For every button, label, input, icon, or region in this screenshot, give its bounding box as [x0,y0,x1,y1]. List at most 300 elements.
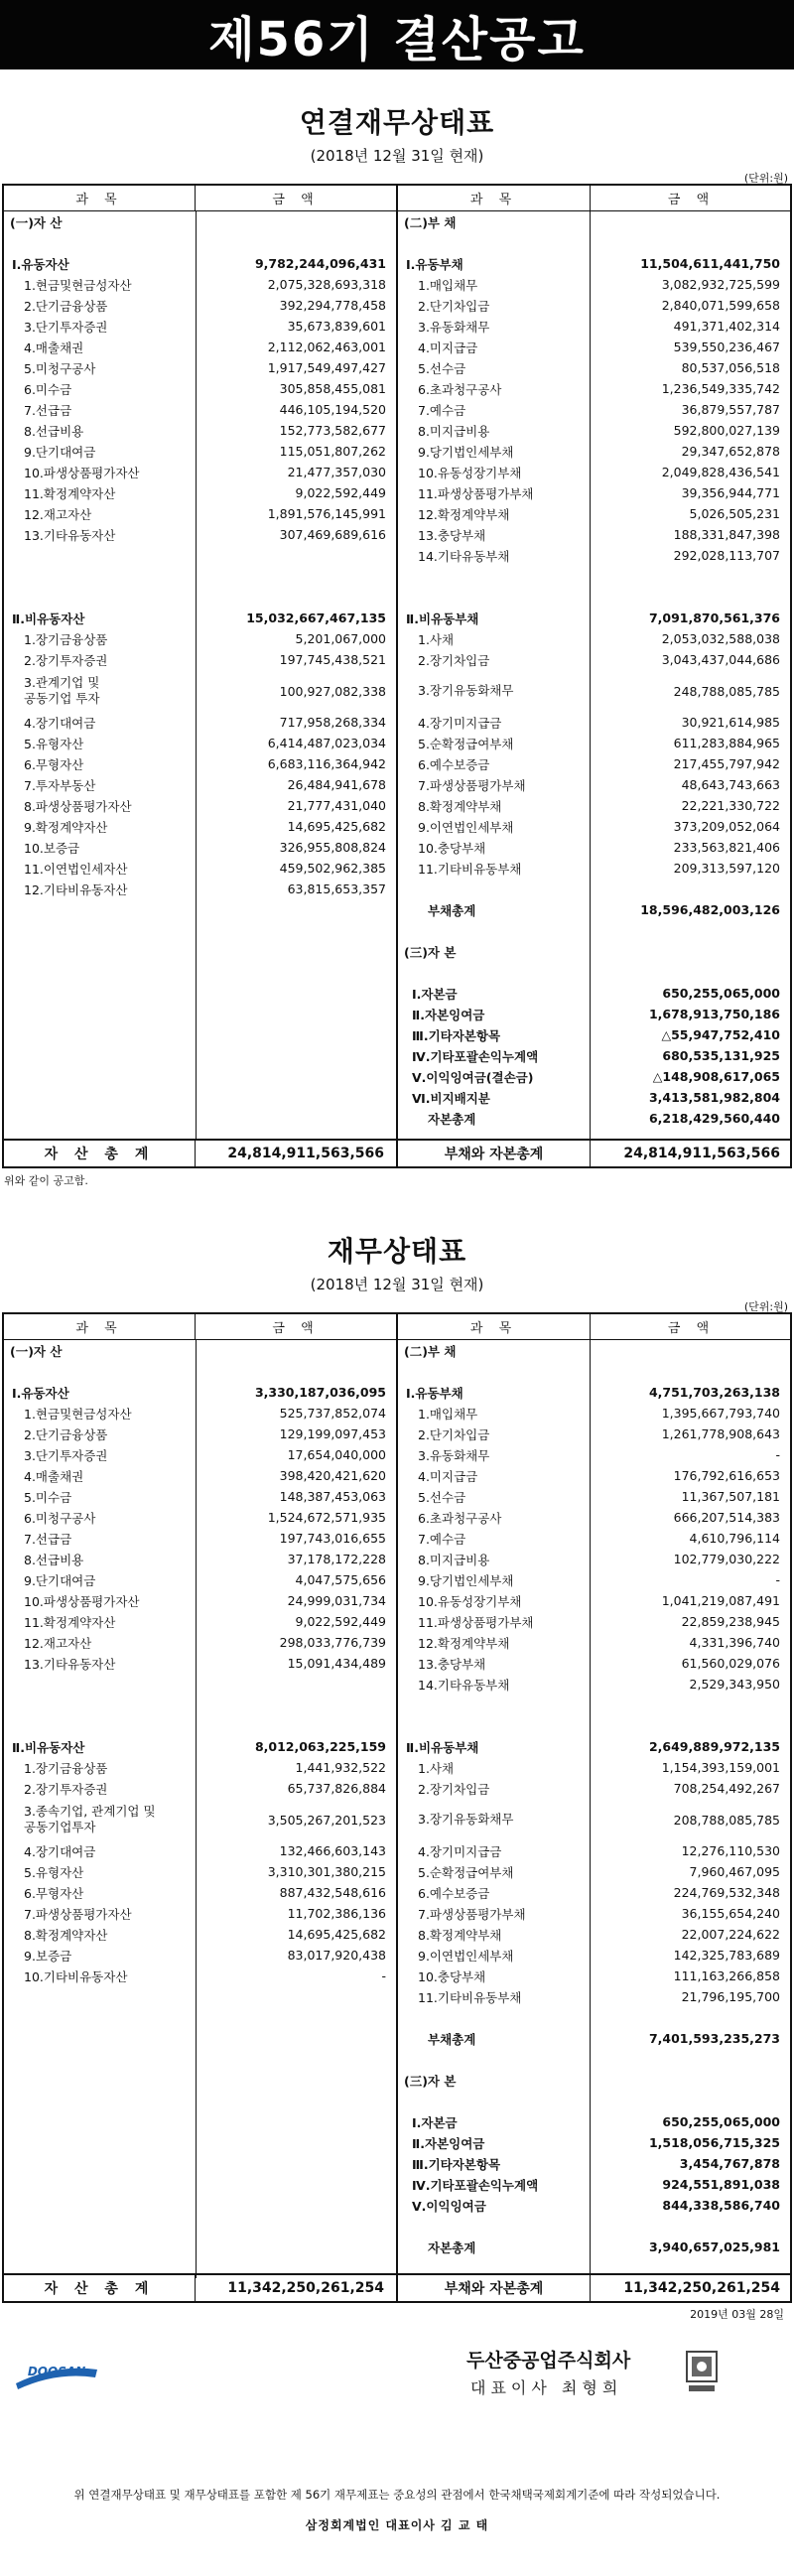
account-amount: 5,026,505,231 [689,506,780,521]
account-name: 4.장기미지급금 [418,1843,502,1859]
account-name: (三)자 본 [404,944,457,960]
account-name: 5.선수금 [418,1489,466,1505]
account-amount: 446,105,194,520 [279,402,386,417]
account-name: 3.단기투자증권 [24,1447,108,1463]
table-row [398,441,792,462]
table-row [4,316,396,337]
account-amount: 2,529,343,950 [689,1677,780,1692]
account-amount: 248,788,085,785 [673,683,780,699]
table-row [398,1861,792,1882]
account-amount: 132,466,603,143 [279,1843,386,1858]
account-name: 13.충당부채 [418,527,486,543]
account-name: 4.장기미지급금 [418,715,502,731]
announce-date: 2019년 03월 28일 [690,2308,784,2321]
account-amount: 11,702,386,136 [287,1906,386,1921]
account-name: 9.당기법인세부채 [418,444,514,460]
account-amount: 2,053,032,588,038 [661,631,780,646]
spacer-row [4,1715,396,1736]
account-name: 6.미수금 [24,381,72,397]
spacer-row [4,1674,396,1695]
table-row [398,1611,792,1632]
account-amount: 1,261,778,908,643 [661,1426,780,1441]
table-row [4,211,396,232]
account-name: (一)자 산 [10,214,63,230]
table-row [4,858,396,879]
account-amount: 26,484,941,678 [287,777,386,792]
table-row [398,1340,792,1361]
announcement-note: 위와 같이 공고함. [4,1174,88,1187]
table-row [4,1382,396,1403]
company-seal-icon [685,2350,719,2395]
header-item: 과 목 [398,1314,591,1339]
account-name: 6.예수보증금 [418,1885,490,1901]
account-name: 14.기타유동부채 [418,1677,510,1693]
spacer-row [4,545,396,566]
table-row [398,295,792,316]
account-amount: 298,033,776,739 [279,1635,386,1650]
account-amount: 17,654,040,000 [287,1447,386,1462]
footer-note: 위 연결재무상태표 및 재무상태표를 포함한 제 56기 재무제표는 중요성의 관점에서 한국채택국제회계기준에 따라 작성되었습니다. [73,2488,721,2502]
account-name: Ⅰ.자본금 [412,986,458,1002]
account-amount: 4,751,703,263,138 [648,1385,780,1400]
table-row [4,1882,396,1903]
account-name: 10.파생상품평가자산 [24,1593,140,1609]
account-amount: 7,960,467,095 [689,1864,780,1879]
account-name: 5.유형자산 [24,1864,84,1880]
account-name: 11.기타비유동부채 [418,861,522,877]
account-amount: 148,387,453,063 [279,1489,386,1504]
account-name: 9.확정계약자산 [24,819,108,835]
spacer-row [398,1695,792,1715]
account-amount: 35,673,839,601 [287,319,386,334]
account-amount: 21,777,431,040 [287,798,386,813]
unit-note: (단위:원) [743,172,788,185]
account-name: 7.파생상품평가부채 [418,1906,526,1922]
table-row [4,1903,396,1924]
total-liabilities-equity-value: 24,814,911,563,566 [623,1146,780,1161]
account-name: 7.선급금 [24,1531,72,1547]
logo-text: DOOSAN [27,2365,86,2378]
account-amount: △55,947,752,410 [661,1027,780,1042]
account-amount: 3,310,301,380,215 [267,1864,386,1879]
account-amount: 4,610,796,114 [689,1531,780,1546]
account-amount: 1,395,667,793,740 [661,1406,780,1421]
signature-block [0,2330,794,2449]
account-amount: 539,550,236,467 [673,339,780,354]
account-amount: 3,082,932,725,599 [661,277,780,292]
account-amount: 708,254,492,267 [673,1781,780,1796]
spacer-row [398,1361,792,1382]
account-name: Ⅱ.비유동자산 [12,610,85,626]
account-name: 11.파생상품평가부채 [418,485,534,501]
table-row [398,378,792,399]
doosan-logo-icon [12,2358,101,2391]
account-amount: 37,178,172,228 [287,1552,386,1566]
table-row [398,1945,792,1966]
account-amount: 22,221,330,722 [681,798,780,813]
table-header [4,186,790,211]
account-name: Ⅰ.유동자산 [12,256,69,272]
account-amount: 459,502,962,385 [279,861,386,876]
account-amount: 65,737,826,884 [287,1781,386,1796]
account-name: 10.충당부채 [418,1968,486,1984]
account-amount: 1,891,576,145,991 [267,506,386,521]
separate-date: (2018년 12월 31일 현재) [310,1276,484,1293]
table-row [398,649,792,670]
account-name: 2.단기차입금 [418,1426,490,1442]
account-amount: 6,414,487,023,034 [267,736,386,750]
account-name: 1.매입채무 [418,277,478,293]
account-name: 11.확정계약자산 [24,485,116,501]
header-item: 과 목 [4,186,196,210]
account-amount: 924,551,891,038 [662,2177,780,2192]
account-amount: 39,356,944,771 [681,485,780,500]
account-amount: 3,505,267,201,523 [267,1812,386,1828]
table-row [398,1778,792,1799]
table-row [4,816,396,837]
account-name: 7.파생상품평가자산 [24,1906,132,1922]
table-row [398,1507,792,1528]
account-name: 8.확정계약부채 [418,1927,502,1943]
account-name: 4.미지급금 [418,339,478,355]
account-amount: 4,047,575,656 [295,1572,386,1587]
account-amount: 21,477,357,030 [287,465,386,479]
account-amount: 129,199,097,453 [279,1426,386,1441]
unit-note: (단위:원) [743,1300,788,1313]
account-amount: 21,796,195,700 [681,1989,780,2004]
account-name: 7.선급금 [24,402,72,418]
table-row [4,482,396,503]
table-row [4,357,396,378]
account-amount: 7,401,593,235,273 [648,2031,780,2046]
account-name: 12.재고자산 [24,1635,92,1651]
account-amount: 1,154,393,159,001 [661,1760,780,1775]
account-amount: 22,859,238,945 [681,1614,780,1629]
account-name: 12.확정계약부채 [418,506,510,522]
table-row [4,420,396,441]
table-row [4,1486,396,1507]
account-amount: - [381,1968,386,1983]
table-row [398,1840,792,1861]
table-row [398,1966,792,1986]
consolidated-title: 연결재무상태표 [299,106,495,139]
liabilities-equity-column [398,211,792,1139]
table-row [398,1024,792,1045]
account-amount: 18,596,482,003,126 [640,902,780,917]
table-row [4,774,396,795]
account-name: Ⅳ.기타포괄손익누계액 [412,1048,539,1064]
account-name: 4.매출채권 [24,1468,84,1484]
table-row [398,1486,792,1507]
table-row [398,774,792,795]
account-amount: 83,017,920,438 [287,1948,386,1963]
table-row [398,1632,792,1653]
account-amount: 30,921,614,985 [681,715,780,730]
account-name: 8.확정계약자산 [24,1927,108,1943]
account-name: 13.기타유동자산 [24,527,116,543]
account-amount: 14,695,425,682 [287,819,386,834]
table-row [398,420,792,441]
account-name: 1.현금및현금성자산 [24,1406,132,1422]
account-name: 6.초과청구공사 [418,381,502,397]
account-name: 13.기타유동자산 [24,1656,116,1672]
account-amount: 3,413,581,982,804 [648,1090,780,1105]
account-amount: 24,999,031,734 [287,1593,386,1608]
account-amount: 80,537,056,518 [681,360,780,375]
account-name: 3.유동화채무 [418,1447,490,1463]
account-amount: 102,779,030,222 [673,1552,780,1566]
account-amount: 15,091,434,489 [287,1656,386,1671]
account-name: 6.초과청구공사 [418,1510,502,1526]
account-amount: 188,331,847,398 [673,527,780,542]
table-row [4,399,396,420]
account-name: 10.기타비유동자산 [24,1968,128,1984]
account-name: 3.장기유동화채무 [418,1812,514,1827]
total-liabilities-equity-label: 부채와 자본총계 [398,1141,591,1166]
header-amount: 금 액 [196,1314,398,1339]
account-name: 10.유동성장기부채 [418,465,522,480]
account-name: 8.미지급비용 [418,423,490,439]
account-amount: 650,255,065,000 [662,2114,780,2129]
spacer-row [4,1361,396,1382]
table-row [398,2153,792,2174]
company-name: 두산중공업주식회사 [466,2350,631,2372]
account-name: 11.기타비유동부채 [418,1989,522,2005]
account-name: 7.투자부동산 [24,777,96,793]
account-amount: 233,563,821,406 [673,840,780,855]
table-row [4,337,396,357]
account-amount: 22,007,224,622 [681,1927,780,1942]
header-amount: 금 액 [667,193,716,207]
table-row [4,1861,396,1882]
account-amount: 11,504,611,441,750 [640,256,780,271]
spacer-row [398,1715,792,1736]
table-row [398,1087,792,1108]
account-amount: 2,112,062,463,001 [267,339,386,354]
table-row [398,1424,792,1444]
table-row [398,2132,792,2153]
table-row [398,2237,792,2257]
table-row [398,1757,792,1778]
account-name: 5.선수금 [418,360,466,376]
table-row [4,1611,396,1632]
account-name: 9.단기대여금 [24,444,96,460]
account-amount: 392,294,778,458 [279,298,386,313]
account-amount: 36,879,557,787 [681,402,780,417]
table-row [4,879,396,899]
account-name: Ⅴ.이익잉여금(결손금) [412,1069,534,1085]
account-amount: 14,695,425,682 [287,1927,386,1942]
table-row [398,733,792,753]
account-amount: 4,331,396,740 [689,1635,780,1650]
header-item: 과 목 [4,1314,196,1339]
account-amount: 1,678,913,750,186 [648,1007,780,1021]
account-amount: 6,683,116,364,942 [267,756,386,771]
account-name: 4.미지급금 [418,1468,478,1484]
table-row [398,316,792,337]
account-amount: 9,022,592,449 [295,485,386,500]
table-row [398,337,792,357]
account-name: 1.매입채무 [418,1406,478,1422]
account-name: 9.당기법인세부채 [418,1572,514,1588]
spacer-row [398,2216,792,2237]
spacer-row [398,2091,792,2111]
table-row [4,628,396,649]
table-row [398,503,792,524]
account-name: 8.파생상품평가자산 [24,798,132,814]
account-amount: 1,236,549,335,742 [661,381,780,396]
account-amount: 305,858,455,081 [279,381,386,396]
table-row [398,1444,792,1465]
table-row [398,2028,792,2049]
account-name: 5.미청구공사 [24,360,96,376]
account-name: Ⅴ.이익잉여금 [412,2198,486,2214]
account-amount: 61,560,029,076 [681,1656,780,1671]
table-row [4,670,396,712]
table-row [398,1736,792,1757]
table-row [4,1424,396,1444]
table-row [4,1736,396,1757]
spacer-row [398,962,792,983]
account-amount: 9,782,244,096,431 [254,256,386,271]
table-row [4,1528,396,1549]
header-amount: 금 액 [196,186,398,210]
separate-section [0,1230,794,2322]
table-row [398,1066,792,1087]
account-amount: 2,649,889,972,135 [648,1739,780,1754]
table-row [398,2174,792,2195]
table-row [4,1653,396,1674]
account-name: Ⅱ.비유동부채 [406,610,479,626]
table-row [398,357,792,378]
account-name: Ⅰ.유동자산 [12,1385,69,1401]
table-row [398,1924,792,1945]
table-row [4,1340,396,1361]
table-row [398,1045,792,1066]
total-liabilities-equity-label: 부채와 자본총계 [398,2275,591,2301]
table-row [398,399,792,420]
account-name: Ⅱ.비유동부채 [406,1739,479,1755]
table-row [398,1004,792,1024]
account-name: 1.사채 [418,1760,455,1776]
table-row [398,753,792,774]
assets-column [4,211,398,1139]
table-header [4,1314,790,1340]
assets-column [4,1340,398,2278]
account-name: 6.미청구공사 [24,1510,96,1526]
account-amount: 373,209,052,064 [673,819,780,834]
account-amount: 292,028,113,707 [673,548,780,563]
table-row [398,1528,792,1549]
account-name: 6.예수보증금 [418,756,490,772]
account-name: 9.보증금 [24,1948,72,1964]
spacer-row [398,587,792,608]
table-row [4,1569,396,1590]
account-amount: 398,420,421,620 [279,1468,386,1483]
account-name: Ⅰ.유동부채 [406,1385,463,1401]
account-amount: 6,218,429,560,440 [648,1111,780,1126]
account-name: 6.무형자산 [24,1885,84,1901]
table-row [4,1778,396,1799]
account-name: 13.충당부채 [418,1656,486,1672]
table-row [398,1799,792,1840]
account-amount: - [775,1447,780,1462]
account-amount: 197,743,016,655 [279,1531,386,1546]
account-name: Ⅰ.자본금 [412,2114,458,2130]
account-name: Ⅱ.비유동자산 [12,1739,85,1755]
account-amount: 592,800,027,139 [673,423,780,438]
table-row [4,837,396,858]
account-name: 9.단기대여금 [24,1572,96,1588]
total-assets-label: 자 산 총 계 [4,2275,196,2301]
account-name: 2.장기차입금 [418,1781,490,1797]
table-row [398,1382,792,1403]
account-amount: 2,049,828,436,541 [661,465,780,479]
spacer-row [4,566,396,587]
account-name: 10.보증금 [24,840,80,856]
consolidated-date: (2018년 12월 31일 현재) [310,147,484,165]
account-amount: 217,455,797,942 [673,756,780,771]
account-name: 5.미수금 [24,1489,72,1505]
account-name: 4.장기대여금 [24,1843,96,1859]
account-amount: 1,441,932,522 [295,1760,386,1775]
account-amount: 307,469,689,616 [279,527,386,542]
table-row [398,1653,792,1674]
account-name: 3.단기투자증권 [24,319,108,335]
account-name: 2.단기금융상품 [24,298,108,314]
account-amount: 680,535,131,925 [662,1048,780,1063]
account-amount: 15,032,667,467,135 [246,610,386,625]
account-amount: 197,745,438,521 [279,652,386,667]
table-row [398,837,792,858]
account-amount: 1,518,056,715,325 [648,2135,780,2150]
spacer-row [398,566,792,587]
account-name: 12.재고자산 [24,506,92,522]
account-name: 8.선급비용 [24,423,84,439]
account-name: 10.파생상품평가자산 [24,465,140,480]
table-row [4,1840,396,1861]
account-name: (三)자 본 [404,2073,457,2089]
auditor-line: 삼정회계법인 대표이사 김 교 태 [305,2518,489,2532]
table-row [398,1674,792,1695]
spacer-row [4,1695,396,1715]
account-name: 10.충당부채 [418,840,486,856]
table-row [4,1945,396,1966]
separate-title: 재무상태표 [327,1235,467,1268]
account-amount: 100,927,082,338 [279,683,386,699]
account-name: Ⅳ.기타포괄손익누계액 [412,2177,539,2193]
account-name: 11.확정계약자산 [24,1614,116,1630]
account-amount: 9,022,592,449 [295,1614,386,1629]
spacer-row [398,879,792,899]
account-amount: 209,313,597,120 [673,861,780,876]
account-amount: 611,283,884,965 [673,736,780,750]
header-amount: 금 액 [667,1321,716,1336]
account-name: Ⅵ.비지배지분 [412,1090,490,1106]
account-name: 10.유동성장기부채 [418,1593,522,1609]
account-amount: 2,840,071,599,658 [661,298,780,313]
account-amount: 29,347,652,878 [681,444,780,459]
account-amount: △148,908,617,065 [652,1069,780,1084]
table-row [398,941,792,962]
table-row [398,1108,792,1129]
spacer-row [398,920,792,941]
account-amount: 5,201,067,000 [295,631,386,646]
table-row [398,1882,792,1903]
table-row [4,1966,396,1986]
table-row [398,608,792,628]
account-name: 2.장기투자증권 [24,1781,108,1797]
